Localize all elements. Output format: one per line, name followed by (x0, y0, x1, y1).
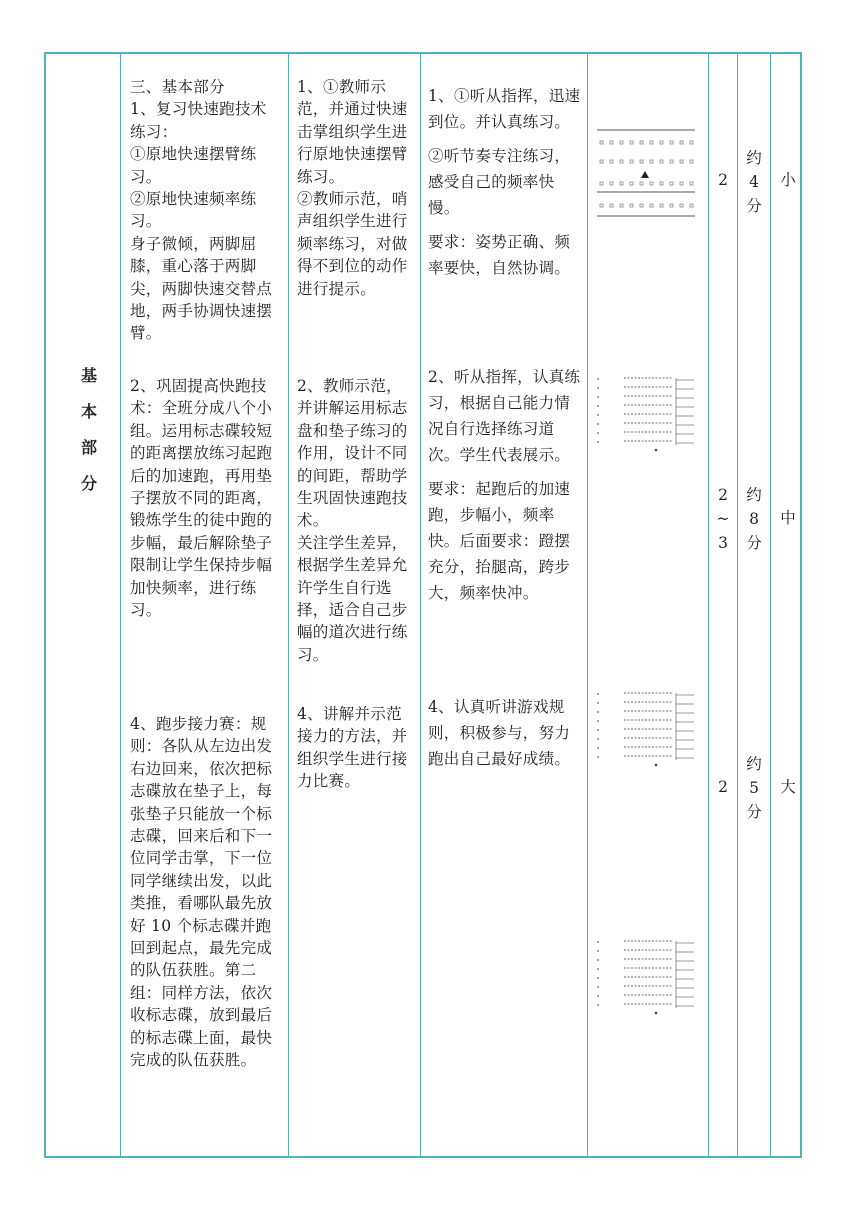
column-divider (708, 52, 709, 1158)
time-char: 约 (746, 755, 762, 773)
time-char: 分 (746, 197, 762, 215)
sets-char: 2 (718, 486, 728, 504)
section-label-char: 分 (80, 474, 97, 493)
section-label-char: 基 (80, 366, 97, 385)
teacher-item: 1、①教师示范，并通过快速击掌组织学生进行原地快速摆臂练习。 (297, 78, 408, 186)
time-char: 约 (746, 486, 762, 504)
section-label-char: 部 (80, 438, 97, 457)
student-block-2 (428, 364, 581, 606)
time-char: 8 (749, 510, 759, 528)
content-item: ①原地快速摆臂练习。 (130, 145, 257, 186)
intensity-row-3: 大 (780, 778, 796, 796)
student-item: 要求：起跑后的加速跑，步幅小，频率快。后面要求：蹬摆充分，抬腿高，跨步大，频率快冲。 (428, 480, 571, 602)
formation-diagram-lanes (594, 375, 700, 453)
content-block-3 (130, 713, 282, 1072)
column-divider (587, 52, 588, 1158)
formation-diagram-lines (594, 126, 700, 220)
formation-diagram-relay-return (594, 938, 700, 1016)
content-item: 身子微倾，两脚屈膝，重心落于两脚尖，两脚快速交替点地，两手协调快速摆臂。 (130, 234, 273, 343)
time-char: 5 (749, 779, 759, 797)
section-label (78, 358, 100, 502)
teacher-block-3 (297, 703, 415, 793)
column-divider (288, 52, 289, 1158)
formation-diagram-relay (594, 690, 700, 768)
intensity-row-1: 小 (780, 171, 796, 189)
sets-row-3: 2 (718, 778, 728, 796)
section-label-char: 本 (80, 402, 97, 421)
teacher-item: 关注学生差异，根据学生差异允许学生自行选择，适合自己步幅的道次进行练习。 (297, 533, 408, 664)
sets-row-1: 2 (718, 171, 728, 189)
student-item: 4、认真听讲游戏规则，积极参与，努力跑出自己最好成绩。 (428, 698, 571, 768)
content-item: ②原地快速频率练习。 (130, 190, 257, 231)
column-divider (770, 52, 771, 1158)
column-divider (737, 52, 738, 1158)
student-item: 1、①听从指挥，迅速到位。并认真练习。 (428, 87, 581, 131)
content-item: 1、复习快速跑技术练习： (130, 100, 267, 141)
teacher-block-1 (297, 76, 415, 300)
time-row-3 (739, 752, 769, 824)
teacher-item: 2、教师示范，并讲解运用标志盘和垫子练习的作用，设计不同的间距，帮助学生巩固快速跑技术。 (297, 377, 408, 530)
teacher-item: 4、讲解并示范接力的方法，并组织学生进行接力比赛。 (297, 705, 408, 791)
time-char: 4 (749, 173, 759, 191)
content-item: 4、跑步接力赛：规则：各队从左边出发右边回来，依次把标志碟放在垫子上，每张垫子只能放一个标志碟，回来后和下一位同学击掌，下一位同学继续出发，以此类推，看哪队最先放好 10 个标志碟并跑回到起点，最先完成的队伍获胜。第二组：同样方法，依次收标志碟，放到最后的标志碟上面，最快完成的队伍获胜。 (130, 715, 273, 1070)
content-block-2 (130, 375, 282, 621)
sets-char: 3 (718, 534, 728, 552)
student-block-1 (428, 83, 581, 281)
teacher-block-2 (297, 375, 415, 666)
student-item: ②听节奏专注练习，感受自己的频率快慢。 (428, 147, 571, 217)
student-item: 2、听从指挥，认真练习，根据自己能力情况自行选择练习道次。学生代表展示。 (428, 368, 581, 464)
column-divider (120, 52, 121, 1158)
intensity-row-2: 中 (780, 509, 796, 527)
student-item: 要求：姿势正确、频率要快，自然协调。 (428, 233, 571, 277)
sets-char: ~ (716, 510, 730, 528)
column-divider (420, 52, 421, 1158)
time-row-1 (739, 146, 769, 218)
content-item: 2、巩固提高快跑技术：全班分成八个小组。运用标志碟较短的距离摆放练习起跑后的加速跑，再用垫子摆放不同的距离，锻炼学生的徒中跑的步幅，最后解除垫子限制让学生保持步幅加快频率，进行练习。 (130, 377, 273, 620)
sets-row-2 (708, 483, 738, 555)
time-char: 分 (746, 534, 762, 552)
student-block-3 (428, 694, 581, 772)
content-heading: 三、基本部分 (130, 78, 225, 96)
time-char: 分 (746, 803, 762, 821)
time-row-2 (739, 483, 769, 555)
time-char: 约 (746, 149, 762, 167)
teacher-item: ②教师示范，哨声组织学生进行频率练习，对做得不到位的动作进行提示。 (297, 190, 408, 298)
content-block-1 (130, 76, 282, 345)
